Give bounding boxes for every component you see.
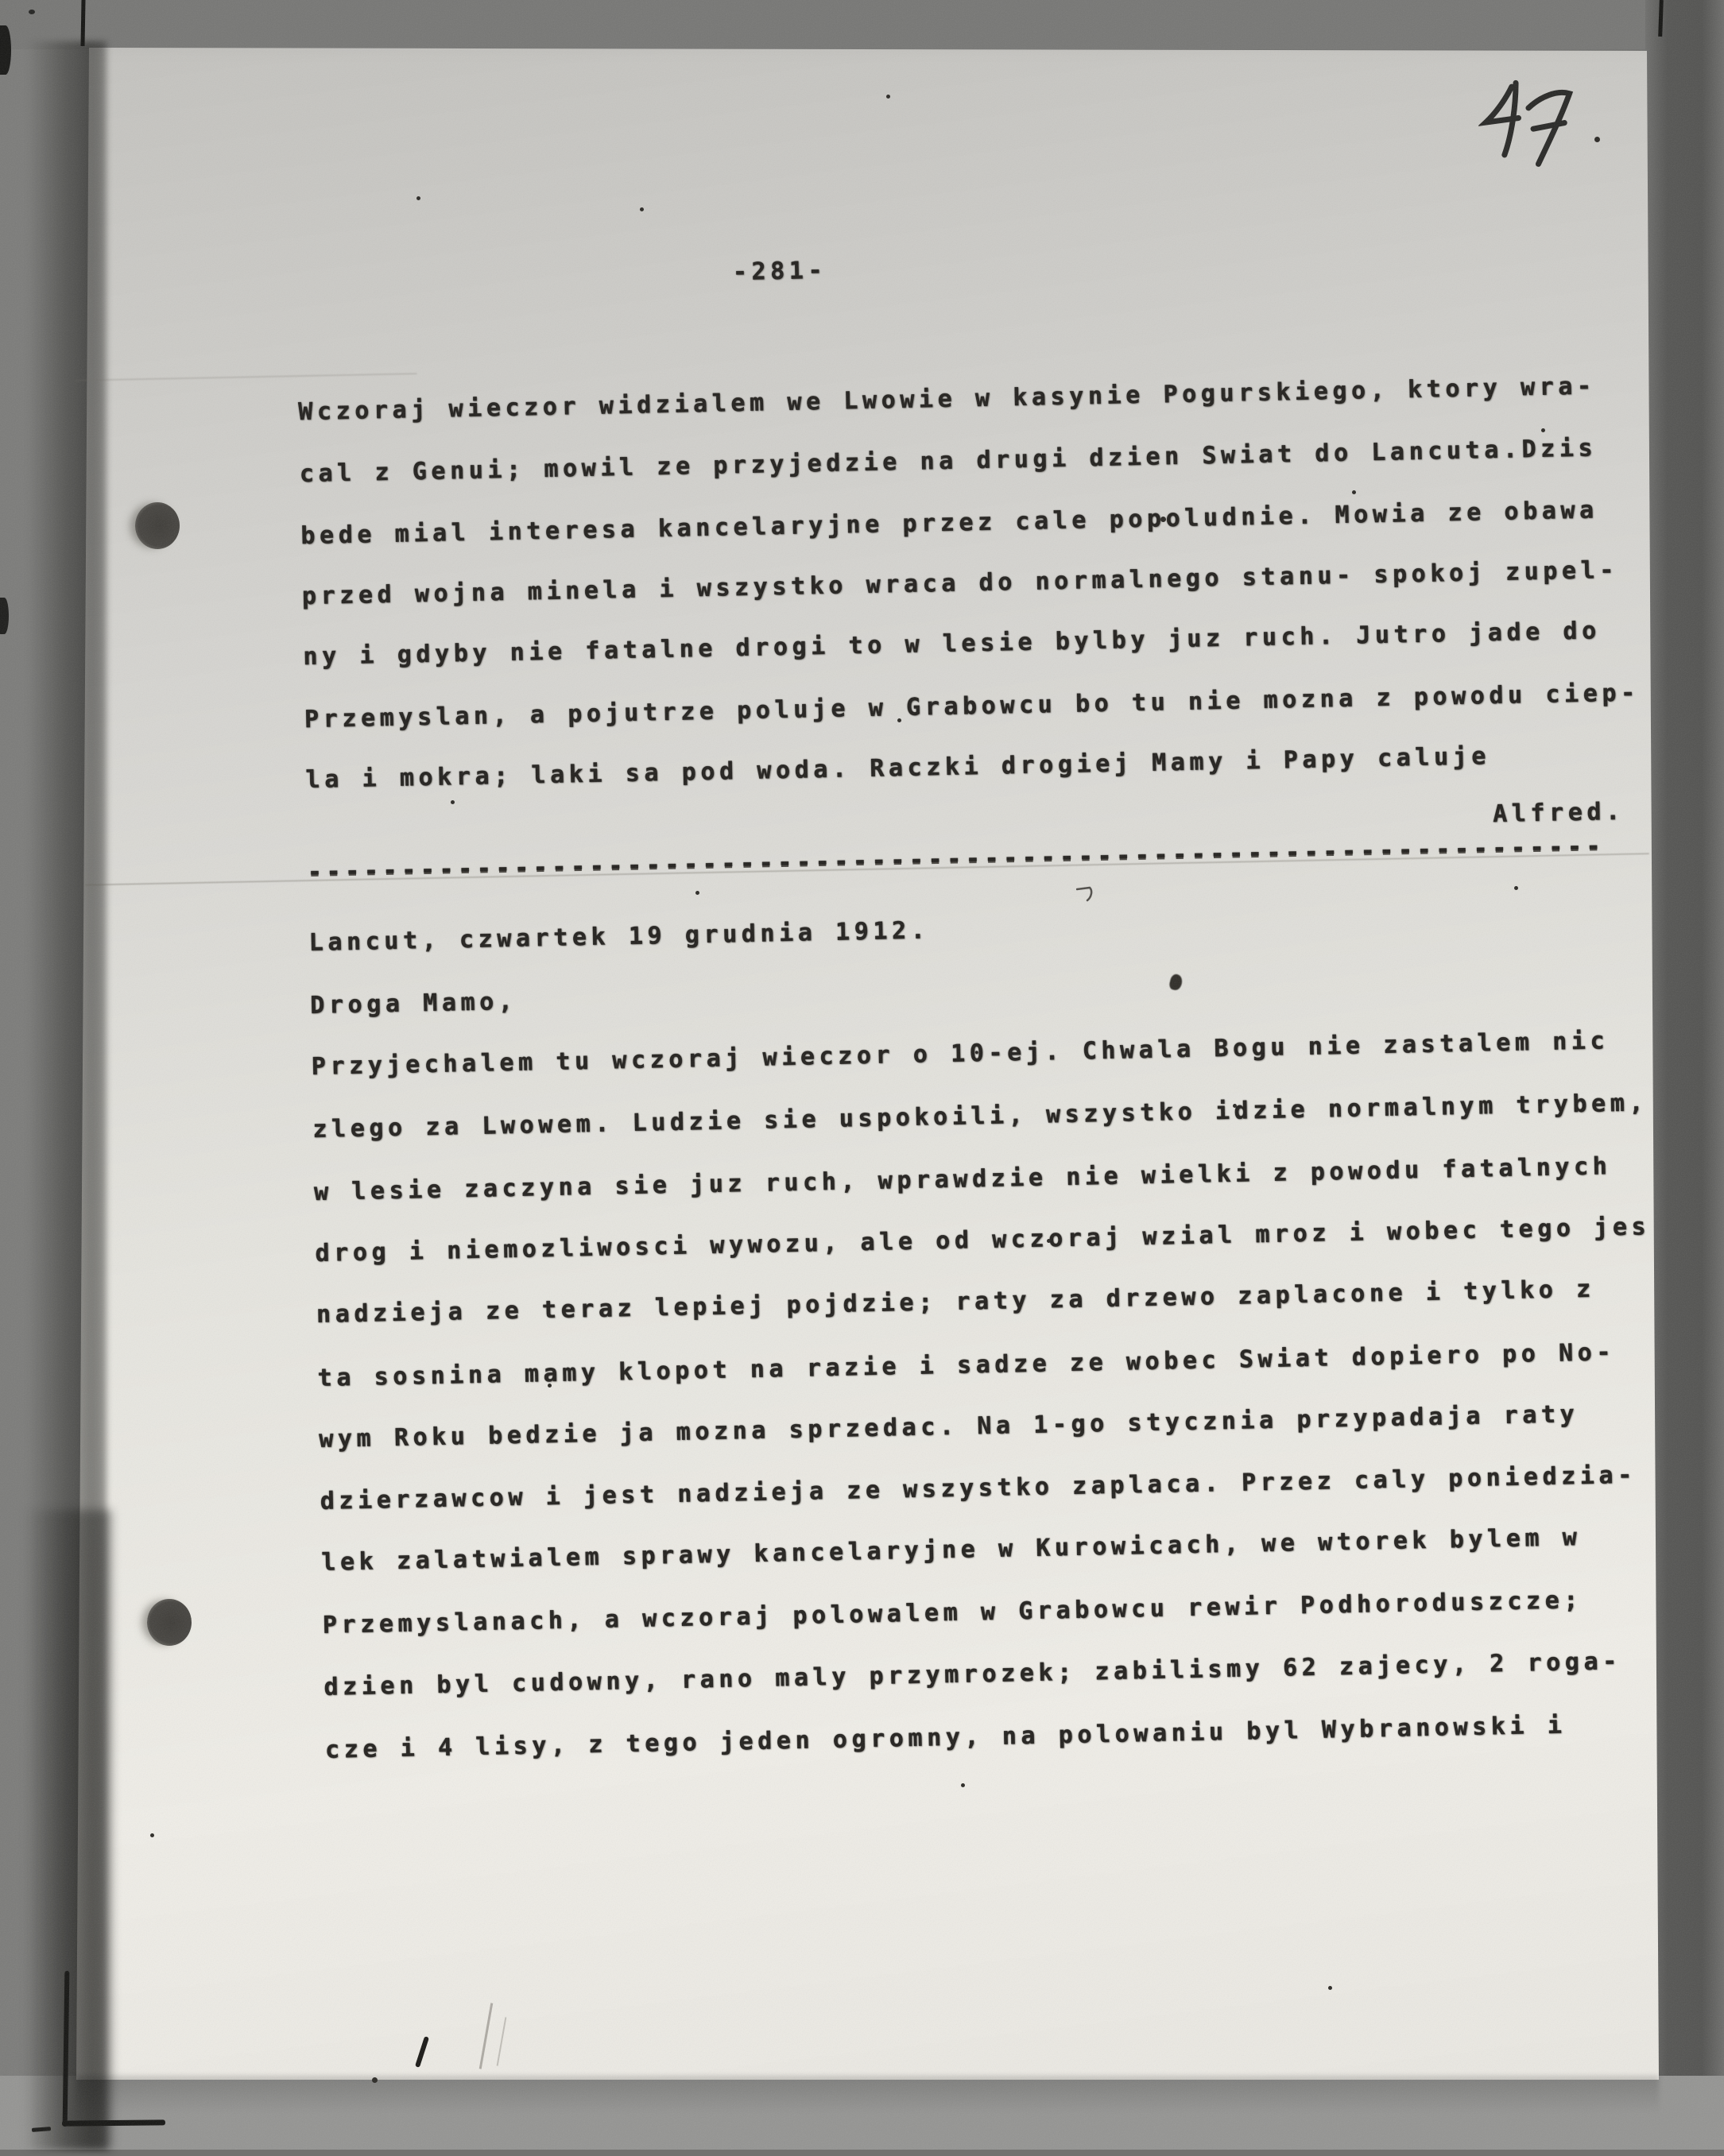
- typed-line: wym Roku bedzie ja mozna sprzedac. Na 1-go stycznia przypadaja raty: [318, 1400, 1579, 1453]
- corner-speck: [29, 10, 35, 14]
- typed-line: ta sosnina mamy klopot na razie i sadze ze wobec Swiat dopiero po No-: [317, 1338, 1616, 1392]
- typed-line: Przyjechalem tu wczoraj wieczor o 10-ej. Chwala Bogu nie zastalem nic: [311, 1027, 1610, 1081]
- letter-salutation: Droga Mamo,: [309, 987, 517, 1020]
- punch-hole-top: [135, 502, 180, 549]
- typed-line: Wczoraj wieczor widzialem we Lwowie w kasynie Pogurskiego, ktory wra-: [297, 372, 1596, 427]
- typed-line: cal z Genui; mowil ze przyjedzie na drugi dzien Swiat do Lancuta.Dzis: [299, 434, 1598, 489]
- typed-line: dzierzawcow i jest nadzieja ze wszystko zaplaca. Przez caly poniedzia-: [320, 1461, 1637, 1515]
- typed-line: la i mokra; laki sa pod woda. Raczki drogiej Mamy i Papy caluje: [305, 742, 1491, 795]
- typed-line: ny i gdyby nie fatalne drogi to w lesie bylby juz ruch. Jutro jade do: [303, 617, 1602, 672]
- typed-separator-line: ---------------------------------------------------------------------: [307, 832, 1606, 887]
- typed-line: przed wojna minela i wszystko wraca do normalnego stanu- spokoj zupel-: [301, 555, 1619, 611]
- pen-hook-mark: [1076, 885, 1097, 903]
- typed-line: w lesie zaczyna sie juz ruch, wprawdzie nie wielki z powodu fatalnych: [313, 1152, 1612, 1206]
- page-number: -281-: [732, 256, 827, 287]
- signature-line: Alfred.: [1492, 797, 1625, 829]
- handwritten-folio-number: [1477, 78, 1583, 180]
- dust-specks: [0, 0, 2, 2]
- typed-line: bede mial interesa kancelaryjne przez cale popoludnie. Mowia ze obawa: [300, 496, 1599, 551]
- typed-line: nadzieja ze teraz lepiej pojdzie; raty za drzewo zaplacone i tylko z: [316, 1275, 1596, 1329]
- typed-line: drog i niemozliwosci wywozu, ale od wczoraj wzial mroz i wobec tego jes: [315, 1213, 1651, 1268]
- typed-line: Przemyslan, a pojutrze poluje w Grabowcu bo tu nie mozna z powodu ciep-: [304, 679, 1641, 734]
- typed-line: Przemyslanach, a wczoraj polowalem w Grabowcu rewir Podhoroduszcze;: [322, 1586, 1583, 1639]
- typed-line: lek zalatwialem sprawy kancelaryjne w Kurowicach, we wtorek bylem w: [321, 1523, 1582, 1577]
- typed-line: zlego za Lwowem. Ludzie sie uspokoili, wszystko idzie normalnym trybem,: [312, 1089, 1648, 1144]
- film-edge-blob-1: [0, 25, 11, 75]
- film-tick-top-left: [80, 0, 85, 46]
- handwriting-47-strokes: [1477, 78, 1583, 180]
- film-edge-blob-2: [0, 598, 9, 634]
- letter-fragment-body: [298, 355, 1641, 811]
- typed-line: dzien byl cudowny, rano maly przymrozek; zabilismy 62 zajecy, 2 roga-: [323, 1647, 1622, 1701]
- corner-mark-horizontal: [62, 2119, 165, 2126]
- letter-body-lines: [311, 1010, 1676, 1781]
- punch-hole-bottom: [147, 1599, 192, 1646]
- letter-body: [308, 886, 1677, 1781]
- typed-line: cze i 4 lisy, z tego jeden ogromny, na polowaniu byl Wybranowski i: [324, 1711, 1567, 1764]
- letter-dateline: Lancut, czwartek 19 grudnia 1912.: [308, 916, 930, 958]
